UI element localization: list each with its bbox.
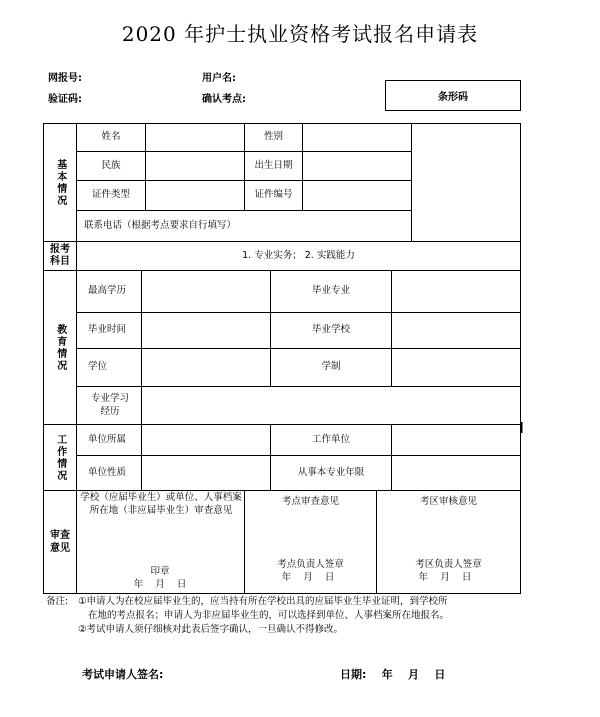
notes-label: 备注:: [46, 596, 69, 607]
birth-date-label: 出生日期: [254, 159, 293, 171]
username-label: 用户名:: [202, 73, 236, 84]
major-label: 毕业专业: [311, 285, 350, 297]
school-date: 年 月 日: [133, 578, 187, 590]
district-opinion-label: 考区审核意见: [419, 495, 477, 507]
id-type-label: 证件类型: [91, 189, 130, 201]
subjects-value: 1. 专业实务； 2. 实践能力: [242, 249, 355, 261]
notes-line-3: ②考试申请人须仔细核对此表后签字确认，一旦确认不得修改。: [78, 624, 344, 635]
section-basic: 基本情况: [54, 158, 66, 207]
district-date: 年 月 日: [418, 571, 472, 583]
ethnicity-label: 民族: [101, 159, 121, 171]
school-opinion-label: 学校（应届毕业生）或单位、人事档案所在地（非应届毕业生）审查意见: [80, 492, 242, 516]
net-no-label: 网报号:: [48, 73, 82, 84]
confirm-site-label: 确认考点:: [202, 94, 246, 105]
seal-label: 印章: [150, 565, 170, 577]
signature-date-label: 日期: 年 月 日: [340, 668, 446, 681]
highest-education-label: 最高学历: [88, 285, 127, 297]
section-education: 教育情况: [54, 323, 66, 372]
gender-label: 性别: [263, 131, 283, 143]
study-length-label: 学制: [321, 361, 341, 373]
section-subjects: 报考科目: [50, 244, 70, 267]
notes-line-2: 在地的考点报名；申请人为非应届毕业生的，可以选择到单位、人事档案所在地报名。: [88, 610, 450, 621]
section-work: 工作情况: [54, 433, 66, 482]
applicant-signature-label: 考试申请人签名:: [82, 668, 164, 681]
name-label: 姓名: [101, 131, 121, 143]
site-opinion-label: 考点审查意见: [281, 495, 339, 507]
section-review: 审查意见: [50, 530, 70, 554]
site-signature-label: 考点负责人签章: [277, 558, 344, 570]
phone-label: 联系电话（根据考点要求自行填写）: [84, 219, 237, 231]
barcode-box: 条形码: [385, 80, 521, 111]
study-history-label: 专业学习经历: [90, 392, 129, 417]
school-label: 毕业学校: [311, 324, 350, 336]
work-unit-label: 工作单位: [311, 433, 350, 445]
site-date: 年 月 日: [281, 571, 335, 583]
form-title: 2020 年护士执业资格考试报名申请表: [121, 22, 479, 46]
verify-code-label: 验证码:: [48, 94, 82, 105]
degree-label: 学位: [88, 361, 108, 373]
unit-belong-label: 单位所属: [88, 433, 127, 445]
notes-line-1: ①申请人为在校应届毕业生的，应当持有所在学校出具的应届毕业生毕业证明，到学校所: [78, 596, 448, 607]
graduation-time-label: 毕业时间: [88, 324, 127, 336]
district-signature-label: 考区负责人签章: [415, 558, 482, 570]
years-in-field-label: 从事本专业年限: [297, 466, 365, 478]
id-number-label: 证件编号: [254, 189, 293, 201]
unit-nature-label: 单位性质: [88, 466, 127, 478]
